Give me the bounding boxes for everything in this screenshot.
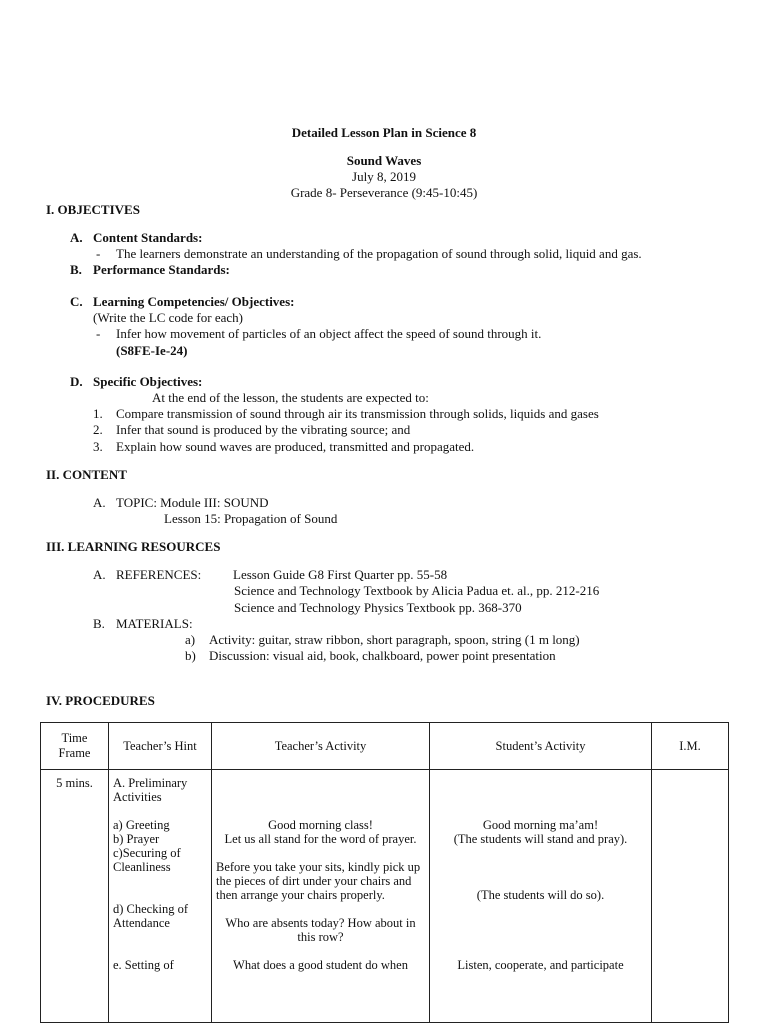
im-cell: [652, 770, 729, 1023]
content-topic: TOPIC: Module III: SOUND: [116, 495, 269, 510]
teacher-activity-cell: [212, 770, 430, 1023]
teacher-line: this row?: [297, 930, 344, 944]
competencies-label: C.: [70, 294, 83, 309]
objective-item: Compare transmission of sound through air its transmission through solids, liquids and gases: [116, 406, 599, 421]
performance-standards-label: B.: [70, 262, 82, 277]
hint-line: a) Greeting: [113, 818, 170, 832]
procedures-table: [40, 722, 729, 1023]
objective-item: Explain how sound waves are produced, transmitted and propagated.: [116, 439, 475, 454]
document-title: Detailed Lesson Plan in Science 8: [291, 125, 477, 140]
specific-objectives-label: D.: [70, 374, 83, 389]
lesson-date: July 8, 2019: [352, 169, 416, 184]
time-frame-cell: [41, 770, 109, 1023]
material-item: Discussion: visual aid, book, chalkboard, power point presentation: [209, 648, 556, 663]
references-title: REFERENCES:: [116, 567, 202, 582]
specific-objectives-intro: At the end of the lesson, the students are expected to:: [152, 390, 429, 405]
content-standards-dash: -: [96, 246, 101, 261]
materials-title: MATERIALS:: [116, 616, 193, 631]
competencies-note: (Write the LC code for each): [93, 310, 243, 325]
teacher-line: the pieces of dirt under your chairs and: [216, 874, 412, 888]
teacher-line: Who are absents today? How about in: [225, 916, 416, 930]
content-standards-text: The learners demonstrate an understanding of the propagation of sound through solid, liquid and gas.: [116, 246, 642, 261]
hint-line: b) Prayer: [113, 832, 160, 846]
teacher-hint-cell: [109, 770, 212, 1023]
table-header-row: [41, 723, 729, 770]
teacher-line: then arrange your chairs properly.: [216, 888, 385, 902]
student-line: Listen, cooperate, and participate: [457, 958, 624, 972]
content-heading: II. CONTENT: [46, 467, 127, 482]
hint-line: e. Setting of: [113, 958, 174, 972]
competencies-title: Learning Competencies/ Objectives:: [93, 294, 295, 309]
time-frame: 5 mins.: [56, 776, 93, 790]
student-line: (The students will stand and pray).: [453, 832, 628, 846]
teacher-line: Good morning class!: [268, 818, 373, 832]
hint-line: Attendance: [113, 916, 170, 930]
competency-code: (S8FE-Ie-24): [116, 343, 188, 358]
reference-item: Science and Technology Textbook by Alicia Padua et. al., pp. 212-216: [234, 583, 600, 598]
reference-item: Lesson Guide G8 First Quarter pp. 55-58: [233, 567, 448, 582]
table-row: [41, 770, 729, 1023]
objective-item: Infer that sound is produced by the vibrating source; and: [116, 422, 411, 437]
teacher-line: Before you take your sits, kindly pick up: [216, 860, 421, 874]
performance-standards-title: Performance Standards:: [93, 262, 230, 277]
student-activity-cell: [430, 770, 652, 1023]
student-line: Good morning ma’am!: [482, 818, 599, 832]
teacher-line: What does a good student do when: [233, 958, 408, 972]
hint-line: A. Preliminary: [113, 776, 188, 790]
material-label: b): [185, 648, 196, 663]
hint-line: c)Securing of: [113, 846, 181, 860]
content-lesson: Lesson 15: Propagation of Sound: [164, 511, 338, 526]
column-header-teacher-hint: Teacher’s Hint: [109, 723, 212, 770]
column-header-student-activity: Student’s Activity: [430, 723, 652, 770]
column-header-im: I.M.: [652, 723, 729, 770]
column-header-teacher-activity: Teacher’s Activity: [212, 723, 430, 770]
objective-number: 2.: [93, 422, 103, 437]
content-standards-label: A.: [70, 230, 83, 245]
teacher-line: Let us all stand for the word of prayer.: [224, 832, 417, 846]
material-label: a): [185, 632, 196, 647]
grade-section: Grade 8- Perseverance (9:45-10:45): [290, 185, 478, 200]
competencies-dash: -: [96, 326, 101, 341]
lesson-topic: Sound Waves: [346, 153, 422, 168]
hint-line: d) Checking of: [113, 902, 188, 916]
resources-heading: III. LEARNING RESOURCES: [46, 539, 221, 554]
procedures-heading: IV. PROCEDURES: [46, 693, 155, 708]
specific-objectives-title: Specific Objectives:: [93, 374, 203, 389]
objective-number: 1.: [93, 406, 103, 421]
hint-line: Cleanliness: [113, 860, 171, 874]
content-topic-label: A.: [93, 495, 106, 510]
materials-label: B.: [93, 616, 105, 631]
content-standards-title: Content Standards:: [93, 230, 203, 245]
hint-line: Activities: [113, 790, 162, 804]
competencies-text: Infer how movement of particles of an object affect the speed of sound through it.: [116, 326, 542, 341]
student-line: (The students will do so).: [476, 888, 605, 902]
objectives-heading: I. OBJECTIVES: [46, 202, 140, 217]
objective-number: 3.: [93, 439, 103, 454]
reference-item: Science and Technology Physics Textbook pp. 368-370: [234, 600, 522, 615]
references-label: A.: [93, 567, 106, 582]
material-item: Activity: guitar, straw ribbon, short paragraph, spoon, string (1 m long): [209, 632, 580, 647]
column-header-time-frame: Time Frame: [41, 723, 109, 770]
